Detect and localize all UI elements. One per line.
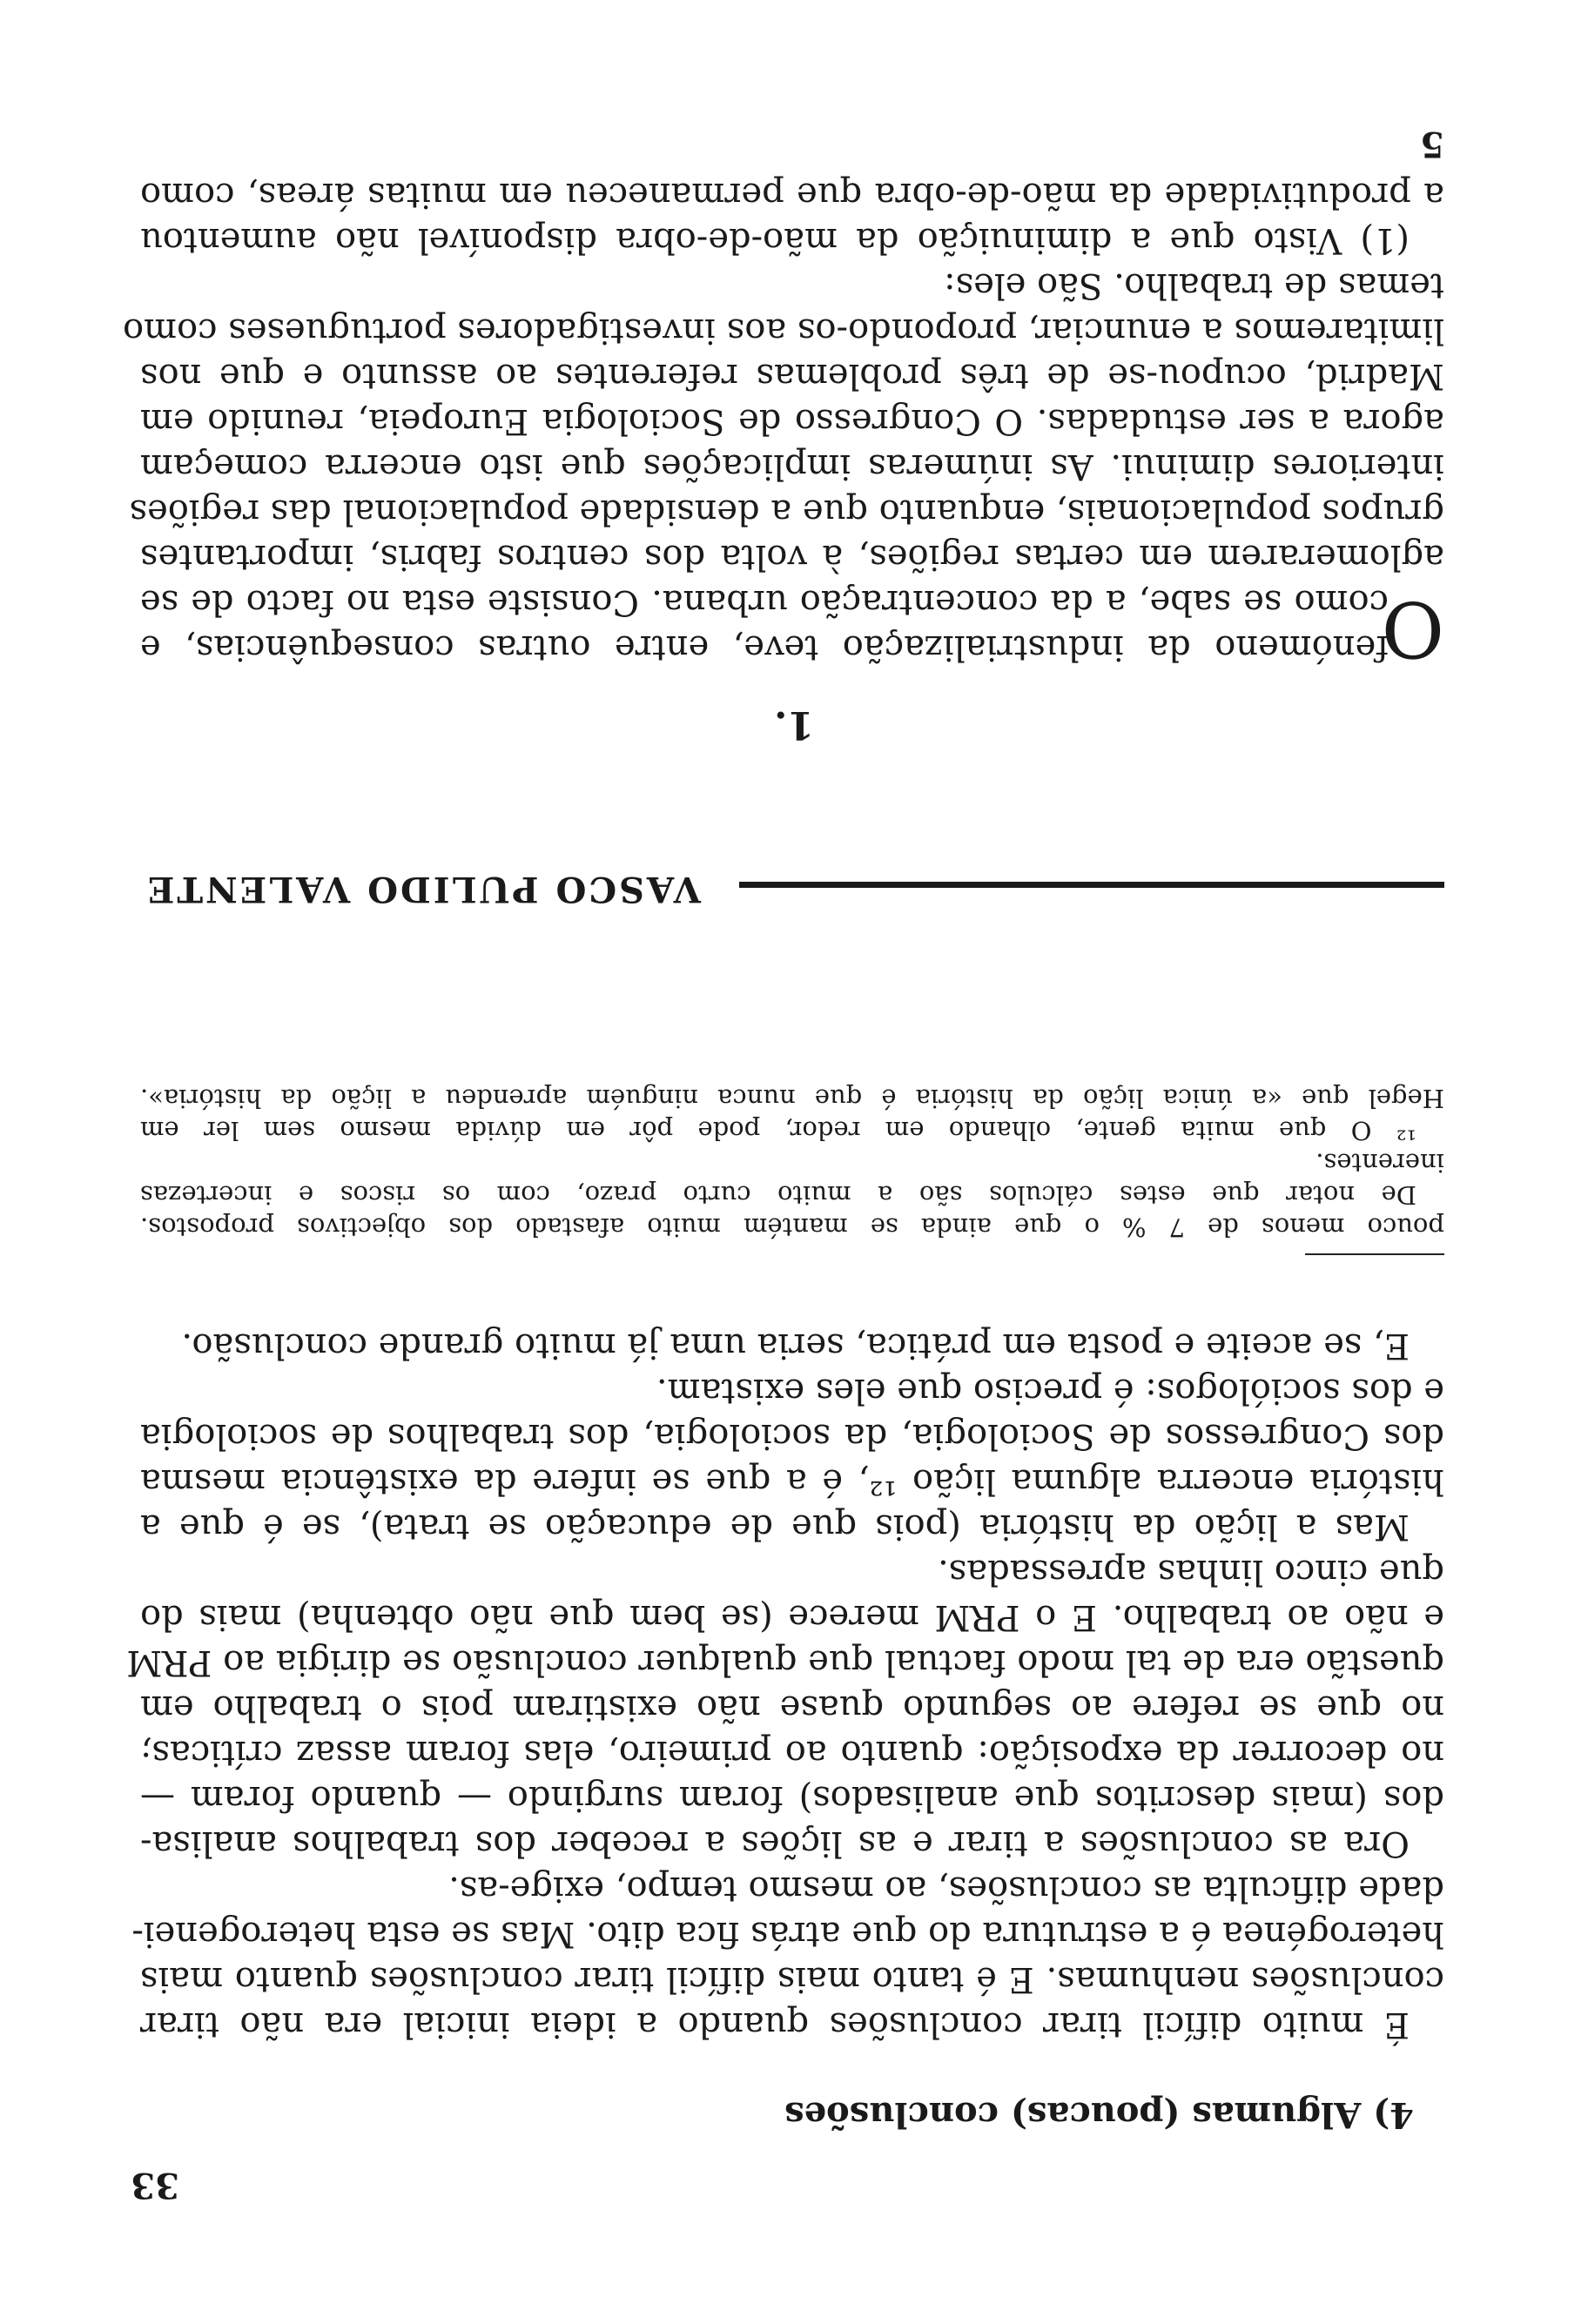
footnote-line: pouco menos de 7 % o que ainda se mantém muito afastado dos objectivos propostos. bbox=[140, 1212, 1444, 1242]
paragraph-line: temas de trabalho. São eles: bbox=[944, 265, 1444, 306]
drop-cap: O bbox=[1381, 584, 1444, 674]
opening-paragraph bbox=[140, 580, 1444, 674]
author-rule bbox=[739, 882, 1444, 888]
footnote-line: De notar que estes cálculos são a muito curto prazo, com os riscos e incertezas bbox=[140, 1180, 1416, 1210]
paragraph-line: que cinco linhas apressadas. bbox=[938, 1552, 1444, 1592]
chapter-number: 1. bbox=[774, 702, 814, 747]
page-number: 33 bbox=[131, 2165, 179, 2206]
paragraph-line: como se sabe, a da concentração urbana. Consiste esta no facto de se bbox=[140, 582, 1389, 622]
footnote-divider bbox=[1305, 1253, 1444, 1255]
paragraph-line: grupos populacionais, enquanto que a densidade populacional das regiões bbox=[129, 492, 1444, 532]
paragraph-line: no que se refere ao segundo quase não existiram pois o trabalho em bbox=[140, 1688, 1444, 1728]
paragraph-line: e não ao trabalho. E o PRM merece (se bem que não obtenha) mais do bbox=[140, 1597, 1444, 1637]
paragraph-line: interiores diminui. As inúmeras implicações que isto encerra começam bbox=[140, 447, 1444, 487]
paragraph-line: heterogénea é a estrutura do que atrás fica dito. Mas se esta heterogenei- bbox=[131, 1914, 1444, 1954]
paragraph-line: fenómeno da industrialização teve, entre outras consequências, e bbox=[140, 628, 1389, 668]
paragraph-line: E, se aceite e posta em prática, seria uma já muito grande conclusão. bbox=[181, 1326, 1410, 1366]
paragraph-line: (1) Visto que a diminuição da mão-de-obra disponível não aumentou bbox=[140, 220, 1410, 260]
author-row bbox=[140, 857, 1444, 910]
section-heading: 4) Algumas (poucas) conclusões bbox=[784, 2094, 1414, 2135]
paragraph-line: questão era de tal modo factual que qualquer conclusão se dirigia ao PRM bbox=[126, 1642, 1444, 1683]
paragraph-line: Ora as conclusões a tirar e as lições a receber dos trabalhos analisa- bbox=[140, 1824, 1410, 1864]
paragraph-line: a produtividade da mão-de-obra que permaneceu em muitas áreas, como bbox=[140, 175, 1444, 215]
author-name: VASCO PULIDO VALENTE bbox=[145, 869, 701, 910]
footnote-line: Hegel que «a única lição da história é que nunca ninguém aprendeu a lição da história». bbox=[140, 1084, 1444, 1113]
paragraph-line: aglomerarem em certas regiões, à volta dos centros fabris, importantes bbox=[140, 537, 1444, 577]
paragraph-line: e dos sociólogos: é preciso que eles existam. bbox=[656, 1371, 1444, 1411]
paragraph-line: É muito difícil tirar conclusões quando a ideia inicial era não tirar bbox=[140, 2005, 1410, 2045]
footnote-line: inerentes. bbox=[1315, 1148, 1444, 1178]
page-footer-number: 5 bbox=[1420, 124, 1444, 165]
upper-body-text bbox=[126, 1323, 1444, 2047]
paragraph-line: Mas a lição da história (pois que de educação se trata), se é que a bbox=[140, 1507, 1410, 1547]
paragraph-line: conclusões nenhumas. E é tanto mais difícil tirar conclusões quanto mais bbox=[140, 1959, 1444, 1999]
footnotes bbox=[140, 1082, 1444, 1243]
paragraph-line: dade dificulta as conclusões, ao mesmo tempo, exige-as. bbox=[448, 1869, 1444, 1909]
lower-body-text bbox=[123, 172, 1444, 674]
paragraph-line: história encerra alguma lição ¹², é a que se infere da existência mesma bbox=[140, 1461, 1444, 1501]
footnote-line: ¹² O que muita gente, olhando em redor, pode pôr em dúvida mesmo sem ler em bbox=[140, 1116, 1416, 1145]
paragraph-line: Madrid, ocupou-se de três problemas referentes ao assunto e que nos bbox=[140, 356, 1444, 396]
paragraph-line: dos (mais descritos que analisados) foram surgindo — quando foram — bbox=[140, 1778, 1444, 1818]
paragraph-line: agora a ser estudadas. O Congresso de Sociologia Europeia, reunido em bbox=[140, 401, 1444, 441]
paragraph-line: no decorrer da exposição: quanto ao primeiro, elas foram assaz críticas; bbox=[140, 1733, 1444, 1773]
paragraph-line: limitaremos a enunciar, propondo-os aos investigadores portugueses como bbox=[123, 311, 1444, 351]
paragraph-line: dos Congressos de Sociologia, da sociologia, dos trabalhos de sociologia bbox=[140, 1416, 1444, 1456]
